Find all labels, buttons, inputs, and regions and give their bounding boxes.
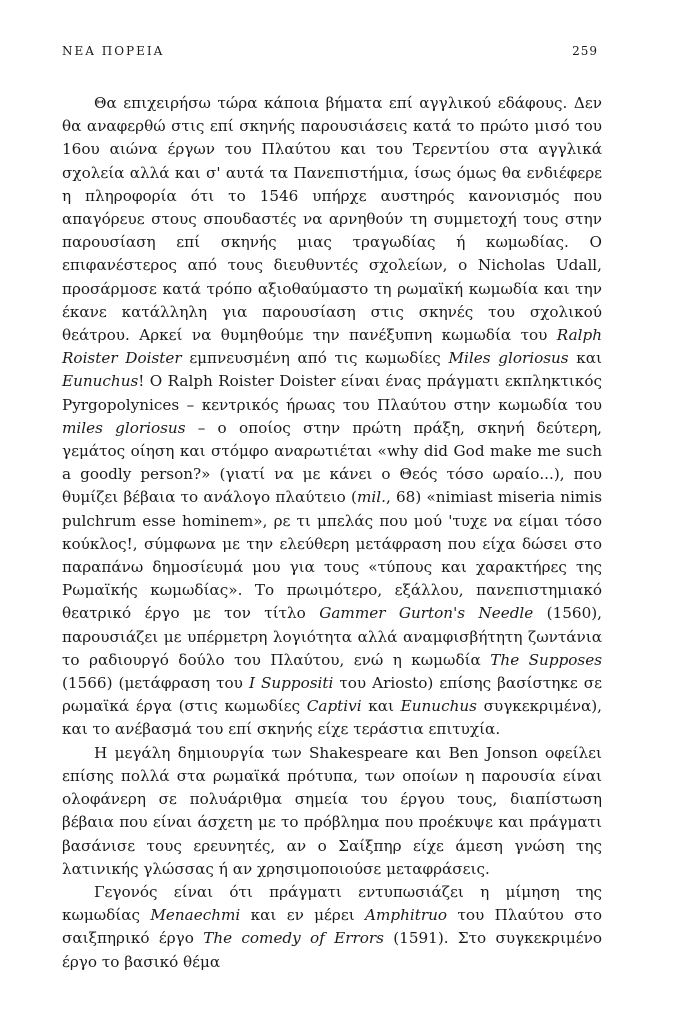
italic-title: Gammer Gurton's Needle xyxy=(319,604,534,623)
italic-title: Ralph Roister Doister xyxy=(62,326,602,368)
italic-title: I Suppositi xyxy=(248,674,334,693)
italic-title: Captivi xyxy=(306,697,362,716)
italic-title: Amphitruo xyxy=(365,906,448,925)
text-run: Γεγονός είναι ότι πράγματι εντυπωσιάζει η μίμηση της κωμωδίας xyxy=(62,882,602,925)
italic-title: mil. xyxy=(356,488,386,507)
italic-title: Eunuchus xyxy=(400,697,477,716)
italic-title: The Supposes xyxy=(490,650,603,669)
paragraph xyxy=(62,92,602,742)
text-run: και εν μέρει xyxy=(240,906,366,925)
journal-name: ΝΕΑ ΠΟΡΕΙΑ xyxy=(62,44,165,58)
text-run: και xyxy=(361,697,401,716)
text-run: ! Ο Ralph Roister Doister είναι ένας πράγματι εκπληκτικός Pyrgopolynices – κεντρικός ήρωας του Πλαύτου στην κωμωδία του xyxy=(62,372,602,414)
text-run: Η μεγάλη δημιουργία των Shakespeare και Ben Jonson οφείλει επίσης πολλά στα ρωμαϊκά πρότυπα, των οποίων η παρουσία είναι ολοφάνερη σε πολυάριθμα σημεία του έργου τους, διαπίστωση βέβαια που είναι άσχετη με το πρόβλημα που προέκυψε και πράγματι βασάνισε τους ερευνητές, αν ο Σαίξπηρ είχε άμεση γνώση της λατινικής γλώσσας ή αν χρησιμοποιούσε μεταφράσεις. xyxy=(62,743,602,878)
page-number: 259 xyxy=(572,44,598,58)
text-run: του Πλαύτου στο σαιξπηρικό έργο xyxy=(62,906,603,948)
paragraph xyxy=(62,881,602,974)
italic-title: Menaechmi xyxy=(150,906,241,925)
text-run: συγκεκριμένα), και το ανέβασμά του επί σκηνής είχε τεράστια επιτυχία. xyxy=(62,697,603,739)
text-run: και xyxy=(568,349,603,368)
body-text xyxy=(62,92,602,974)
text-run: – ο οποίος στην πρώτη πράξη, σκηνή δεύτερη, γεμάτος οίηση και στόμφο αναρωτιέται «why did God make me such a goodly person?» (γιατί να με κάνει ο Θεός τόσο ωραίο...), που θυμίζει βέβαια το ανάλογο πλαύτειο ( xyxy=(62,418,602,507)
text-run: εμπνευσμένη από τις κωμωδίες xyxy=(181,349,449,368)
text-run: (1566) (μετάφραση του xyxy=(62,674,249,693)
italic-title: miles gloriosus xyxy=(62,418,186,437)
text-run: , 68) «nimiast miseria nimis pulchrum esse hominem», ρε τι μπελάς που μού 'τυχε να είμαι τόσο κούκλος!, σύμφωνα με την ελεύθερη μετάφραση που είχα δώσει στο παραπάνω δημοσίευμά μου για τους «τύπους και χαρακτήρες της Ρωμαϊκής κωμωδίας». Το πρωιμότερο, εξάλλου, πανεπιστημιακό θεατρικό έργο με τον τίτλο xyxy=(62,488,602,623)
text-run: (1560), παρουσιάζει με υπέρμετρη λογιότητα αλλά αναμφισβήτητη ζωντάνια το ραδιουργό δούλο του Πλαύτου, ενώ η κωμωδία xyxy=(62,604,602,669)
text-run: Θα επιχειρήσω τώρα κάποια βήματα επί αγγλικού εδάφους. Δεν θα αναφερθώ στις επί σκηνής παρουσιάσεις κατά το πρώτο μισό του 16ου αιώνα έργων του Πλαύτου και του Τερεντίου στα αγγλικά σχολεία αλλά και σ' αυτά τα Πανεπιστήμια, ίσως όμως θα ενδιέφερε η πληροφορία ότι το 1546 υπήρχε αυστηρός κανονισμός που απαγόρευε στους σπουδαστές να αρνηθούν τη συμμετοχή τους στην παρουσίαση επί σκηνής μιας τραγωδίας ή κωμωδίας. Ο επιφανέστερος από τους διευθυντές σχολείων, ο Nicholas Udall, προσάρμοσε κατά τρόπο αξιοθαύμαστο τη ρωμαϊκή κωμωδία και την έκανε κατάλληλη για παρουσίαση στις σκηνές του σχολικού θεάτρου. Αρκεί να θυμηθούμε την πανέξυπνη κωμωδία του xyxy=(62,94,602,345)
paragraph xyxy=(62,742,602,881)
italic-title: The comedy of Errors xyxy=(203,929,384,948)
italic-title: Eunuchus xyxy=(62,372,139,391)
text-run: (1591). Στο συγκεκριμένο έργο το βασικό θέμα xyxy=(62,929,603,971)
text-run: του Ariosto) επίσης βασίστηκε σε ρωμαϊκά έργα (στις κωμωδίες xyxy=(62,674,602,716)
italic-title: Miles gloriosus xyxy=(448,349,569,368)
